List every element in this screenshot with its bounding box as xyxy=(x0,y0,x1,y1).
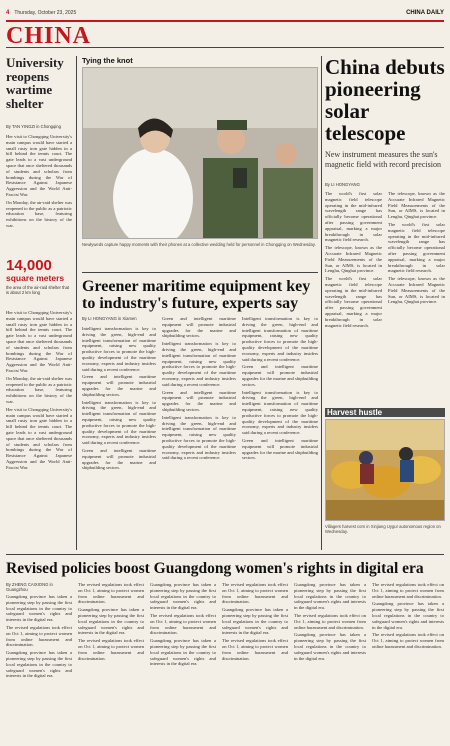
paragraph: Intelligent transformation is key to driving the green, high-end and intelligent transformation of maritime equipment, raising new quality productive forces to promote the high-quality development of the maritime economy, experts and industry insiders said during a recent conference. xyxy=(162,341,236,387)
paragraph: Her visit to Chongqing University's main campus would have started a small rusty iron gate hidden in a hill behind the tennis court. The gate leads to a vast underground space that once sheltered thousands of students and scholars from bombings during the War of Resistance Against Japanese Aggression and the World Anti-Fascist War. xyxy=(6,406,72,470)
paragraph: Guangdong province has taken a pioneering step by passing the first local regulations in the country to safeguard women's rights and interests in the digital era. xyxy=(78,607,144,636)
solar-body-col1 xyxy=(325,191,382,403)
green-headline[interactable]: Greener maritime equipment key to industry's future, experts say xyxy=(82,278,311,312)
green-byline: By LI HONGYANG in Xiamen xyxy=(82,316,137,321)
paragraph: Guangdong province has taken a pioneering step by passing the first local regulations in the country to safeguard women's rights and interests in the digital era. xyxy=(294,632,366,661)
green-body-col1 xyxy=(82,326,156,550)
paragraph: Green and intelligent maritime equipment will promote industrial upgrades for the marine and shipbuilding sectors. xyxy=(242,437,318,461)
harvest-tag: Harvest hustle xyxy=(325,408,445,417)
paragraph: Guangdong province has taken a pioneering step by passing the first local regulations in the country to safeguard women's rights and interests in the digital era. xyxy=(6,650,72,679)
paragraph: The revised regulations took effect on Oct 1, aiming to protect women from online harassment and discrimination. xyxy=(78,638,144,661)
solar-body-col2 xyxy=(388,191,445,403)
paragraph: Green and intelligent maritime equipment will promote industrial upgrades for the marine and shipbuilding sectors. xyxy=(242,364,318,387)
paragraph: The revised regulations took effect on Oct 1, aiming to protect women from online harassment and discrimination. xyxy=(372,632,444,649)
revised-headline[interactable]: Revised policies boost Guangdong women's rights in digital era xyxy=(6,560,424,577)
column-divider xyxy=(76,56,77,550)
harvest-photo-graphic xyxy=(326,420,445,521)
revised-body-col5 xyxy=(294,582,366,740)
paragraph: Green and intelligent maritime equipment will promote industrial upgrades for the marine and shipbuilding sectors. xyxy=(82,374,156,397)
paragraph: Guangdong province has taken a pioneering step by passing the first local regulations in the country to safeguard women's rights and interests in the digital era. xyxy=(372,601,444,630)
section-rule xyxy=(82,272,318,273)
revised-body-col3 xyxy=(150,582,216,740)
column-divider xyxy=(321,56,322,550)
paragraph: The revised regulations took effect on Oct 1, aiming to protect women from online harassment and discrimination. xyxy=(372,582,444,599)
university-body-cont xyxy=(6,310,72,550)
stat-unit: square meters xyxy=(6,273,65,283)
green-body-col2 xyxy=(162,316,236,550)
stat-number: 14,000 xyxy=(6,257,52,274)
revised-body-col1 xyxy=(6,594,72,740)
paragraph: The revised regulations took effect on Oct 1, aiming to protect women from online harassment and discrimination. xyxy=(78,582,144,605)
paragraph: The revised regulations took effect on Oct 1, aiming to protect women from online harassment and discrimination. xyxy=(6,624,72,648)
revised-body-col2 xyxy=(78,582,144,740)
wedding-caption: Newlyweds capture happy moments with their phones at a collective wedding held for personnel in Chongqing on Wednesday. xyxy=(82,242,316,247)
paragraph: Green and intelligent maritime equipment will promote industrial upgrades for the marine and shipbuilding sectors. xyxy=(162,316,236,339)
revised-body-col4 xyxy=(222,582,288,740)
stat-box xyxy=(6,258,72,295)
solar-subhead: New instrument measures the sun's magnetic field with record precision xyxy=(325,150,441,169)
paragraph: Intelligent transformation is key to driving the green, high-end and intelligent transformation of maritime equipment, raising new quality productive forces to promote the high-quality development of the maritime economy, experts and industry insiders said during a recent conference. xyxy=(82,399,156,446)
paragraph: The revised regulations took effect on Oct 1, aiming to protect women from online harassment and discrimination. xyxy=(294,612,366,630)
paragraph: Her visit to Chongqing University's main campus would have started a small rusty iron gate hidden in a hill behind the tennis court. The gate leads to a vast underground space that once sheltered thousands of students and scholars from bombings during the War of Resistance Against Japanese Aggression and the World Anti-Fascist War. xyxy=(6,134,72,197)
brand-name: CHINA DAILY xyxy=(406,10,444,16)
paragraph: Guangdong province has taken a pioneering step by passing the first local regulations in the country to safeguard women's rights and interests in the digital era. xyxy=(294,582,366,611)
paragraph: Guangdong province has taken a pioneering step by passing the first local regulations in the country to safeguard women's rights and interests in the digital era. xyxy=(150,582,216,611)
paragraph: Her visit to Chongqing University's main campus would have started a small rusty iron gate hidden in a hill behind the tennis court. The gate leads to a vast underground space that once sheltered thousands of students and scholars from bombings during the War of Resistance Against Japanese Aggression and the World Anti-Fascist War. xyxy=(6,310,72,373)
university-body xyxy=(6,134,72,252)
paragraph: Green and intelligent maritime equipment will promote industrial upgrades for the marine and shipbuilding sectors. xyxy=(162,389,236,412)
university-headline[interactable]: University reopens wartime shelter xyxy=(6,55,64,111)
paragraph: Intelligent transformation is key to driving the green, high-end and intelligent transformation of maritime equipment, raising new quality productive forces to promote the high-quality development of the maritime economy, experts and industry insiders said during a recent conference. xyxy=(242,389,318,436)
section-masthead xyxy=(6,20,444,48)
paragraph: The telescope, known as the Accurate Infrared Magnetic Field Measurements of the Sun, or AIMS, is located in Lenghu, Qinghai province. xyxy=(388,191,445,220)
paragraph: The revised regulations took effect on Oct 1, aiming to protect women from online harassment and discrimination. xyxy=(150,612,216,636)
solar-headline[interactable]: China debuts pioneering solar telescope xyxy=(325,55,445,145)
paragraph: The world's first solar magnetic field telescope operating in the mid-infrared wavelength range has officially become operational after passing government appraisal, marking a major breakthrough in solar magnetic field research. xyxy=(388,221,445,274)
paragraph: The revised regulations took effect on Oct 1, aiming to protect women from online harassment and discrimination. xyxy=(222,582,288,605)
page-number: 4 xyxy=(6,10,10,16)
page-header xyxy=(6,8,444,18)
page-date: Thursday, October 23, 2025 xyxy=(14,10,77,16)
paragraph: The telescope, known as the Accurate Infrared Magnetic Field Measurements of the Sun, or AIMS, is located in Lenghu, Qinghai province. xyxy=(325,245,382,274)
wedding-photo[interactable] xyxy=(82,67,318,239)
paragraph: Guangdong province has taken a pioneering step by passing the first local regulations in the country to safeguard women's rights and interests in the digital era. xyxy=(222,607,288,636)
paragraph: Green and intelligent maritime equipment will promote industrial upgrades for the marine and shipbuilding sectors. xyxy=(82,447,156,471)
paragraph: The world's first solar magnetic field telescope operating in the mid-infrared wavelength range has officially become operational after passing government appraisal, marking a major breakthrough in solar magnetic field research. xyxy=(325,276,382,328)
harvest-caption: Villagers harvest corn in Xinjiang Uygur autonomous region on Wednesday. xyxy=(325,524,441,534)
paragraph: On Monday, the air-raid shelter was reopened to the public as a patriotic education base, featuring exhibitions on the history of the war. xyxy=(6,375,72,404)
revised-byline: By ZHENG CAIXIONG in Guangzhou xyxy=(6,582,53,592)
paragraph: The world's first solar magnetic field telescope operating in the mid-infrared wavelength range has officially become operational after passing government appraisal, marking a major breakthrough in solar magnetic field research. xyxy=(325,191,382,243)
green-body-col3 xyxy=(242,316,318,550)
revised-body-col6 xyxy=(372,582,444,740)
paragraph: The revised regulations took effect on Oct 1, aiming to protect women from online harassment and discrimination. xyxy=(222,638,288,661)
paragraph: Intelligent transformation is key to driving the green, high-end and intelligent transformation of maritime equipment, raising new quality productive forces to promote the high-quality development of the maritime economy, experts and industry insiders said during a recent conference. xyxy=(162,414,236,461)
paragraph: On Monday, the air-raid shelter was reopened to the public as a patriotic education base, featuring exhibitions on the history of the war. xyxy=(6,199,72,228)
section-title: CHINA xyxy=(6,23,92,49)
harvest-photo[interactable] xyxy=(325,419,445,521)
solar-byline: By LI HONGYANG xyxy=(325,182,360,187)
tying-knot-tag: Tying the knot xyxy=(82,56,133,65)
wedding-photo-graphic xyxy=(83,68,318,239)
paragraph: Guangdong province has taken a pioneering step by passing the first local regulations in the country to safeguard women's rights and interests in the digital era. xyxy=(150,638,216,667)
paragraph: Guangdong province has taken a pioneering step by passing the first local regulations in the country to safeguard women's rights and interests in the digital era. xyxy=(6,594,72,623)
section-rule xyxy=(6,554,444,555)
paragraph: Intelligent transformation is key to driving the green, high-end and intelligent transformation of maritime equipment, raising new quality productive forces to promote the high-quality development of the maritime economy, experts and industry insiders said during a recent conference. xyxy=(82,326,156,372)
paragraph: The telescope, known as the Accurate Infrared Magnetic Field Measurements of the Sun, or AIMS, is located in Lenghu, Qinghai province. xyxy=(388,276,445,305)
university-byline: By TAN YINGZI in Chongqing xyxy=(6,124,61,129)
stat-description: the area of the air-raid shelter that is about 2 km long xyxy=(6,285,70,295)
paragraph: Intelligent transformation is key to driving the green, high-end and intelligent transformation of maritime equipment, raising new quality productive forces to promote the high-quality development of the maritime economy, experts and industry insiders said during a recent conference. xyxy=(242,316,318,362)
